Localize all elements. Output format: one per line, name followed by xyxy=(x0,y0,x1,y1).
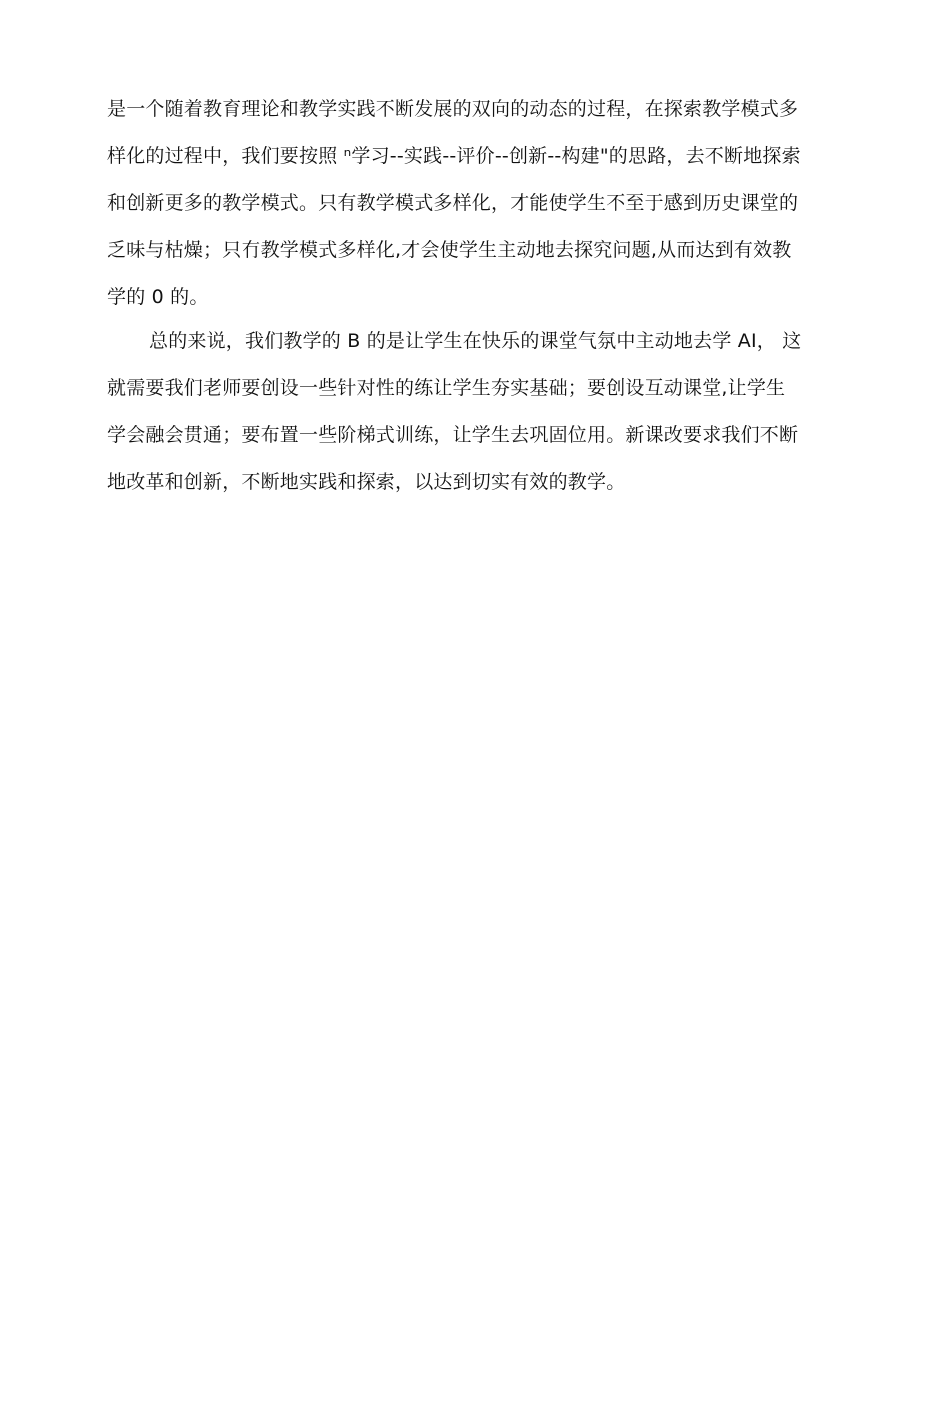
text-line: 总的来说，我们教学的 B 的是让学生在快乐的课堂气氛中主动地去学 AI， 这 xyxy=(149,330,802,352)
text-line: 是一个随着教育理论和教学实践不断发展的双向的动态的过程，在探索教学模式多 xyxy=(107,98,799,120)
text-line: 学的 0 的。 xyxy=(107,286,209,308)
text-line: 样化的过程中，我们要按照 ⁿ学习--实践--评价--创新--构建"的思路，去不断地探索 xyxy=(107,145,801,167)
text-line: 学会融会贯通；要布置一些阶梯式训练，让学生去巩固位用。新课改要求我们不断 xyxy=(107,424,799,446)
text-line: 就需要我们老师要创设一些针对性的练让学生夯实基础；要创设互动课堂,让学生 xyxy=(107,377,786,399)
text-line: 乏味与枯燥；只冇教学模式多样化,才会使学生主动地去探究问题,从而达到有效教 xyxy=(107,239,792,261)
paragraph-2 xyxy=(107,318,847,506)
text-line: 地改革和创新，不断地实践和探索，以达到切实有效的教学。 xyxy=(107,471,626,493)
text-line: 和创新更多的教学模式。只有教学模式多样化，才能使学生不至于感到历史课堂的 xyxy=(107,192,799,214)
paragraph-1 xyxy=(107,86,847,321)
